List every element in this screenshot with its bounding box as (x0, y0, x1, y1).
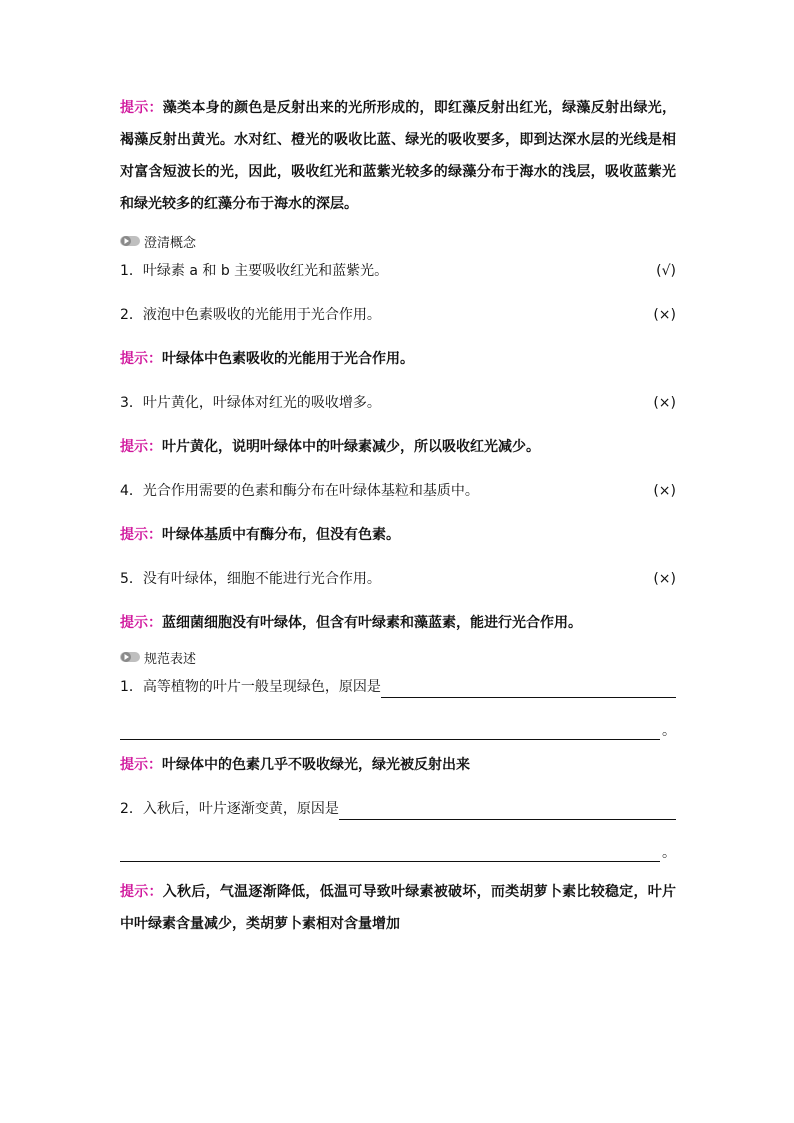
intro-hint (120, 92, 676, 220)
section-standard-expression (120, 646, 676, 668)
document-page (120, 92, 676, 962)
expression-question-1 (120, 676, 676, 740)
question-text: 2．入秋后，叶片逐渐变黄，原因是 (120, 801, 339, 817)
concept-item-3 (120, 392, 676, 414)
hint-label: 提示： (120, 351, 162, 367)
section-clarify-concepts (120, 230, 676, 252)
hint-label: 提示： (120, 615, 162, 631)
item-text: 5．没有叶绿体，细胞不能进行光合作用。 (120, 571, 381, 587)
hint-text: 蓝细菌细胞没有叶绿体，但含有叶绿素和藻蓝素，能进行光合作用。 (162, 615, 582, 631)
item-text: 1．叶绿素 a 和 b 主要吸收红光和蓝紫光。 (120, 263, 389, 279)
judgement-mark: (×) (653, 483, 676, 499)
play-arrow-icon (120, 235, 140, 247)
hint-text: 藻类本身的颜色是反射出来的光所形成的，即红藻反射出红光，绿藻反射出绿光，褐藻反射出黄光。水对红、橙光的吸收比蓝、绿光的吸收要多，即到达深水层的光线是相对富含短波长的光，因此，吸收红光和蓝紫光较多的绿藻分布于海水的浅层，吸收蓝紫光和绿光较多的红藻分布于海水的深层。 (120, 100, 677, 212)
concept-hint-4 (120, 524, 676, 546)
judgement-mark: (×) (653, 571, 676, 587)
concept-hint-3 (120, 436, 676, 458)
section-title: 规范表述 (144, 651, 197, 667)
hint-label: 提示： (120, 757, 162, 773)
expression-question-2 (120, 798, 676, 862)
concept-item-2 (120, 304, 676, 326)
answer-blank[interactable] (339, 801, 676, 820)
hint-label: 提示： (120, 100, 163, 116)
item-text: 3．叶片黄化，叶绿体对红光的吸收增多。 (120, 395, 381, 411)
hint-text: 叶绿体中色素吸收的光能用于光合作用。 (162, 351, 414, 367)
concept-hint-2 (120, 348, 676, 370)
hint-label: 提示： (120, 527, 162, 543)
hint-text: 叶绿体中的色素几乎不吸收绿光，绿光被反射出来 (162, 757, 470, 773)
period: 。 (662, 723, 676, 739)
item-text: 4．光合作用需要的色素和酶分布在叶绿体基粒和基质中。 (120, 483, 479, 499)
item-text: 2．液泡中色素吸收的光能用于光合作用。 (120, 307, 381, 323)
concept-item-1 (120, 260, 676, 282)
judgement-mark: (×) (653, 395, 676, 411)
hint-label: 提示： (120, 884, 163, 900)
hint-text: 入秋后，气温逐渐降低，低温可导致叶绿素被破坏，而类胡萝卜素比较稳定，叶片中叶绿素含量减少，类胡萝卜素相对含量增加 (120, 884, 677, 932)
concept-item-4 (120, 480, 676, 502)
answer-blank[interactable] (120, 721, 660, 740)
hint-label: 提示： (120, 439, 162, 455)
section-title: 澄清概念 (144, 235, 197, 251)
period: 。 (662, 845, 676, 861)
hint-text: 叶片黄化，说明叶绿体中的叶绿素减少，所以吸收红光减少。 (162, 439, 540, 455)
concept-hint-5 (120, 612, 676, 634)
question-text: 1．高等植物的叶片一般呈现绿色，原因是 (120, 679, 381, 695)
judgement-mark: (×) (653, 307, 676, 323)
answer-blank[interactable] (120, 843, 660, 862)
judgement-mark: (√) (656, 263, 676, 279)
answer-blank[interactable] (381, 679, 676, 698)
hint-text: 叶绿体基质中有酶分布，但没有色素。 (162, 527, 400, 543)
expression-hint-2 (120, 876, 676, 940)
expression-hint-1 (120, 754, 676, 776)
concept-item-5 (120, 568, 676, 590)
play-arrow-icon (120, 651, 140, 663)
